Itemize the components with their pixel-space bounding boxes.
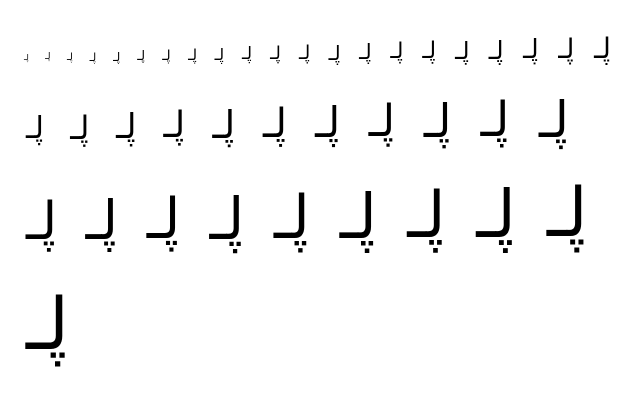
glyph-sample: ڸـ <box>476 176 516 254</box>
glyph-sample: ڸـ <box>263 101 287 147</box>
glyph-sample: ڸـ <box>26 110 44 146</box>
glyph-sample: ڸـ <box>368 96 396 148</box>
glyph-sample: ڸـ <box>45 52 51 63</box>
glyph-sample: ڸـ <box>546 174 588 254</box>
glyph-sample: ڸـ <box>26 191 58 252</box>
glyph-sample: ڸـ <box>212 102 236 147</box>
glyph-sample: ڸـ <box>113 49 121 64</box>
glyph-sample: ڸـ <box>594 32 611 66</box>
glyph-sample: ڸـ <box>116 106 137 147</box>
glyph-sample: ڸـ <box>455 37 470 66</box>
glyph-sample: ڸـ <box>488 36 504 66</box>
glyph-sample: ڸـ <box>89 50 97 64</box>
glyph-sample: ڸـ <box>359 40 372 65</box>
glyph-sample: ڸـ <box>146 186 181 252</box>
glyph-sample: ڸـ <box>162 47 171 64</box>
glyph-sample: ڸـ <box>423 94 452 149</box>
glyph-sample: ڸـ <box>163 104 186 146</box>
glyph-sample: ڸـ <box>214 44 225 64</box>
glyph-sample: ڸـ <box>188 45 198 64</box>
glyph-sample: ڸـ <box>539 90 569 149</box>
glyph-sample: ڸـ <box>137 48 146 64</box>
glyph-sample: ڸـ <box>209 184 245 253</box>
glyph-sample: ڸـ <box>66 51 73 63</box>
glyph-sample: ڸـ <box>328 41 341 65</box>
glyph-sample: ڸـ <box>241 43 253 64</box>
glyph-sample: ڸـ <box>274 183 310 253</box>
glyph-sample: ڸـ <box>315 98 341 148</box>
glyph-sample: ڸـ <box>24 53 29 63</box>
glyph-sample: ڸـ <box>339 180 377 254</box>
glyph-sample: ڸـ <box>407 179 446 254</box>
glyph-sample: ڸـ <box>558 34 575 66</box>
glyph-sample: ڸـ <box>523 35 539 66</box>
glyph-sample: ڸـ <box>70 108 90 147</box>
glyph-sample: ڸـ <box>480 92 510 149</box>
glyph-sample: ڸـ <box>298 41 311 64</box>
glyph-sample: ڸـ <box>85 188 118 252</box>
glyph-sample: ڸـ <box>390 39 404 65</box>
glyph-sample: ڸـ <box>26 281 70 366</box>
glyph-sample: ڸـ <box>270 42 281 64</box>
glyph-sample: ڸـ <box>422 38 437 65</box>
